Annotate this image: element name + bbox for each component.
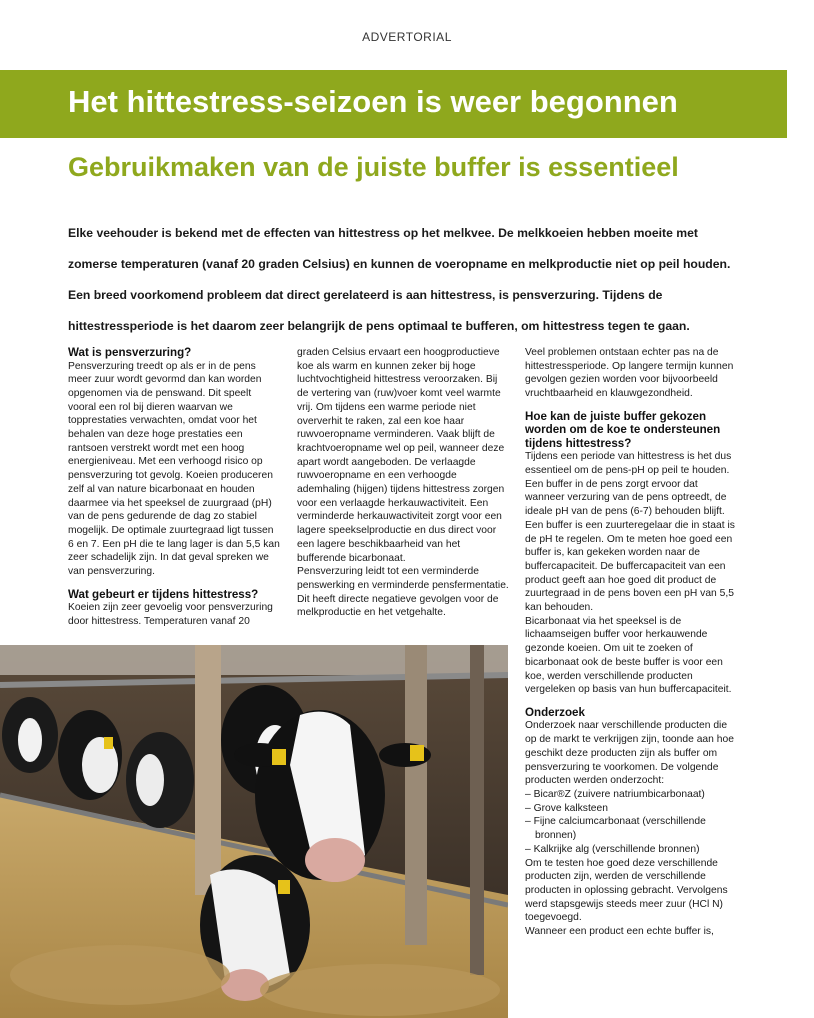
body-paragraph: Om te testen hoe goed deze verschillende producten zijn, werden de verschillende producten in oplossing gebracht. Vervolgens werd stapsgewijs steeds meer zuur (HCl N) toegevoegd. xyxy=(525,857,728,924)
section-heading-pensverzuring: Wat is pensverzuring? xyxy=(68,346,192,359)
body-paragraph: Onderzoek naar verschillende producten die op de markt te verkrijgen zijn, toonde aan hoe geschikt deze producten zijn als buffer om pensverzuring te voorkomen. De volgende producten werden onderzocht: xyxy=(525,720,734,787)
list-item: – Bicar®Z (zuivere natriumbicarbonaat) xyxy=(525,788,705,800)
intro-line: zomerse temperaturen (vanaf 20 graden Celsius) en kunnen de voeropname en melkproductie niet op peil houden. xyxy=(68,257,731,271)
section-heading-buffer: Hoe kan de juiste buffer gekozen worden om de koe te ondersteunen tijdens hittestress? xyxy=(525,409,721,450)
intro-line: Een breed voorkomend probleem dat direct gerelateerd is aan hittestress, is pensverzuring. Tijdens de xyxy=(68,288,663,302)
body-paragraph: Koeien zijn zeer gevoelig voor pensverzuring door hittestress. Temperaturen vanaf 20 xyxy=(68,602,273,627)
article-column-3 xyxy=(525,346,740,939)
intro-line: Elke veehouder is bekend met de effecten van hittestress op het melkvee. De melkkoeien hebben moeite met xyxy=(68,226,698,240)
title-banner xyxy=(0,70,787,138)
body-paragraph: Tijdens een periode van hittestress is het dus essentieel om de pens-pH op peil te houden. Een buffer in de pens zorgt ervoor dat wanneer verzuring van de pens optreedt, de ideale pH van de pens (6-7) behouden blijft. Een buffer is een zuurteregelaar die in staat is de pH te regelen. Om te meten hoe goed een buffer is, kan gekeken worden naar de buffercapaciteit. De buffercapaciteit van een product geeft aan hoe goed dit product de zuurtegraad in de pens boven een pH van 5,5 kan behouden. xyxy=(525,451,735,614)
body-paragraph: Pensverzuring treedt op als er in de pens meer zuur wordt gevormd dan kan worden opgenomen via de penswand. Dit speelt vooral een rol bij dieren waarvan we topprestaties verwachten, omdat voor het behalen van deze hoge prestaties een rantsoen verstrekt wordt met een hoog energieniveau. Met een verhoogd risico op pensverzuring tot gevolg. Koeien produceren zelf al van nature bicarbonaat en houden daarmee via het speeksel de zuurgraad (pH) van de pens gedurende de dag zo stabiel mogelijk. De optimale zuurtegraad ligt tussen 6 en 7. Een pH die te lang lager is dan 5,5 kan zeer schadelijk zijn. In dat geval spreken we van pensverzuring. xyxy=(68,360,280,578)
list-item: – Kalkrijke alg (verschillende bronnen) xyxy=(525,843,700,855)
page-title: Het hittestress-seizoen is weer begonnen xyxy=(68,84,678,119)
body-paragraph: Bicarbonaat via het speeksel is de lichaamseigen buffer voor herkauwende gezonde koeien. Om uit te zoeken of bicarbonaat ook de beste buffer is voor een koe, werden verschillende producten vergeleken op basis van hun buffercapaciteit. xyxy=(525,615,732,696)
section-heading-onderzoek: Onderzoek xyxy=(525,705,585,719)
cows-feeding-illustration xyxy=(0,645,508,1018)
advertorial-label: ADVERTORIAL xyxy=(362,30,452,44)
body-paragraph: graden Celsius ervaart een hoogproductieve koe als warm en kunnen zeker bij hoge luchtvochtigheid hittestress veroorzaken. Bij de vertering van (ruw)voer komt veel warmte vrij. Om tijdens een warme periode niet oververhit te raken, zal een koe haar ruwvoeropname verminderen. Vaak blijft de krachtvoeropname wel op peil, wanneer deze apart wordt aangeboden. De verlaagde ruwvoeropname en een verhoogde ademhaling (hijgen) tijdens hittestress zorgen voor een verlaagde herkauwactiviteit. Een verminderde herkauwactiviteit zorgt voor een lagere speekselproductie en dus direct voor een lagere beschikbaarheid van het bufferende bicarbonaat. xyxy=(297,347,505,564)
cows-photo xyxy=(0,645,508,1018)
page-subtitle: Gebruikmaken van de juiste buffer is essentieel xyxy=(68,152,679,182)
body-paragraph: Wanneer een product een echte buffer is, xyxy=(525,926,714,938)
list-item: – Fijne calciumcarbonaat (verschillende bronnen) xyxy=(525,816,706,842)
section-heading-hittestress: Wat gebeurt er tijdens hittestress? xyxy=(68,587,259,601)
body-paragraph: Veel problemen ontstaan echter pas na de hittestressperiode. Op langere termijn kunnen gevolgen gezien worden voor bijvoorbeeld vruchtbaarheid en klauwgezondheid. xyxy=(525,347,734,400)
article-column-2 xyxy=(297,346,509,620)
list-item: – Grove kalksteen xyxy=(525,802,608,814)
article-column-1 xyxy=(68,346,280,629)
intro-line: hittestressperiode is het daarom zeer belangrijk de pens optimaal te bufferen, om hittestress tegen te gaan. xyxy=(68,319,690,333)
intro-paragraph xyxy=(68,218,748,342)
body-paragraph: Pensverzuring leidt tot een verminderde penswerking en verminderde pensfermentatie. Dit heeft directe negatieve gevolgen voor de melkproductie en het vetgehalte. xyxy=(297,566,509,619)
